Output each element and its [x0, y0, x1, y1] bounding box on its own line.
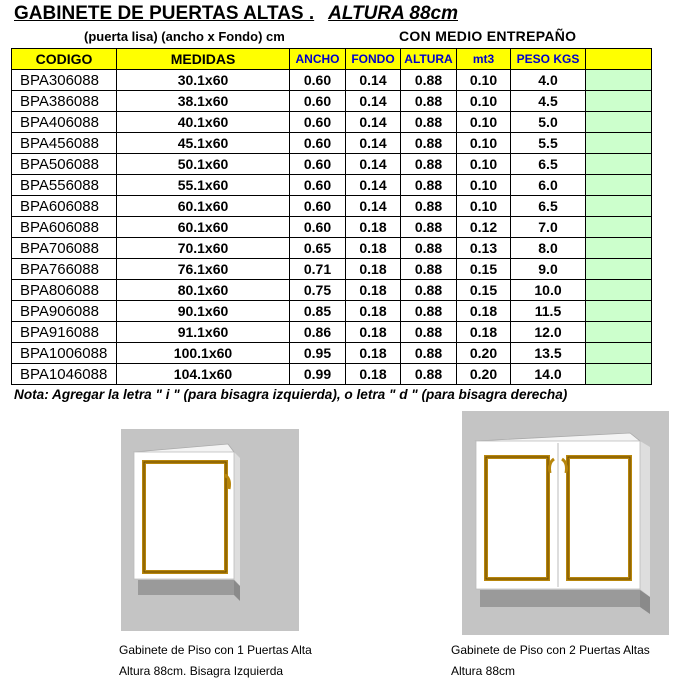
cell-extra [586, 259, 652, 280]
cell-altura: 0.88 [401, 259, 457, 280]
cell-peso: 10.0 [511, 280, 586, 301]
cell-medidas: 76.1x60 [117, 259, 290, 280]
cell-medidas: 104.1x60 [117, 364, 290, 385]
cell-ancho: 0.99 [290, 364, 346, 385]
cell-extra [586, 364, 652, 385]
cell-extra [586, 91, 652, 112]
cell-peso: 9.0 [511, 259, 586, 280]
cell-ancho: 0.86 [290, 322, 346, 343]
table-row [12, 154, 652, 175]
header-fondo: FONDO [346, 49, 401, 70]
cell-mt3: 0.10 [457, 91, 511, 112]
table-row [12, 280, 652, 301]
cell-altura: 0.88 [401, 238, 457, 259]
cell-mt3: 0.10 [457, 154, 511, 175]
cell-codigo: BPA606088 [12, 196, 117, 217]
cell-medidas: 60.1x60 [117, 196, 290, 217]
cell-extra [586, 154, 652, 175]
title-altura: ALTURA 88cm [328, 3, 458, 24]
cell-peso: 5.0 [511, 112, 586, 133]
cell-extra [586, 217, 652, 238]
cell-peso: 13.5 [511, 343, 586, 364]
cell-ancho: 0.65 [290, 238, 346, 259]
header-mt3: mt3 [457, 49, 511, 70]
cell-mt3: 0.15 [457, 259, 511, 280]
cell-peso: 6.5 [511, 154, 586, 175]
cell-mt3: 0.15 [457, 280, 511, 301]
table-row [12, 196, 652, 217]
cell-altura: 0.88 [401, 280, 457, 301]
cell-codigo: BPA306088 [12, 70, 117, 91]
single-door-cabinet-image [121, 429, 299, 631]
cell-peso: 7.0 [511, 217, 586, 238]
cell-ancho: 0.60 [290, 217, 346, 238]
table-row [12, 112, 652, 133]
cell-extra [586, 301, 652, 322]
cell-medidas: 55.1x60 [117, 175, 290, 196]
cell-fondo: 0.18 [346, 343, 401, 364]
cell-extra [586, 133, 652, 154]
header-extra [586, 49, 652, 70]
header-medidas: MEDIDAS [117, 49, 290, 70]
cell-codigo: BPA506088 [12, 154, 117, 175]
single-door-cabinet-render [121, 429, 299, 631]
cell-peso: 14.0 [511, 364, 586, 385]
header-peso: PESO KGS [511, 49, 586, 70]
cell-ancho: 0.60 [290, 154, 346, 175]
cell-altura: 0.88 [401, 343, 457, 364]
cell-fondo: 0.14 [346, 196, 401, 217]
table-row [12, 175, 652, 196]
cell-altura: 0.88 [401, 70, 457, 91]
cell-fondo: 0.14 [346, 154, 401, 175]
cell-extra [586, 112, 652, 133]
cell-altura: 0.88 [401, 196, 457, 217]
double-door-cabinet-image [462, 411, 669, 635]
header-ancho: ANCHO [290, 49, 346, 70]
cell-peso: 12.0 [511, 322, 586, 343]
cell-altura: 0.88 [401, 322, 457, 343]
table-row [12, 322, 652, 343]
cell-fondo: 0.18 [346, 280, 401, 301]
cell-fondo: 0.18 [346, 301, 401, 322]
cell-mt3: 0.20 [457, 343, 511, 364]
cell-fondo: 0.18 [346, 322, 401, 343]
cell-ancho: 0.95 [290, 343, 346, 364]
cell-ancho: 0.60 [290, 133, 346, 154]
cell-mt3: 0.10 [457, 70, 511, 91]
cell-medidas: 80.1x60 [117, 280, 290, 301]
cell-medidas: 50.1x60 [117, 154, 290, 175]
cell-ancho: 0.75 [290, 280, 346, 301]
header-codigo: CODIGO [12, 49, 117, 70]
cell-altura: 0.88 [401, 154, 457, 175]
cell-altura: 0.88 [401, 301, 457, 322]
cell-fondo: 0.18 [346, 259, 401, 280]
cell-altura: 0.88 [401, 112, 457, 133]
cell-mt3: 0.10 [457, 133, 511, 154]
table-row [12, 364, 652, 385]
cell-codigo: BPA706088 [12, 238, 117, 259]
cell-fondo: 0.14 [346, 133, 401, 154]
table-row [12, 91, 652, 112]
caption-right-line-2: Altura 88cm [451, 664, 516, 678]
cell-altura: 0.88 [401, 364, 457, 385]
cell-extra [586, 238, 652, 259]
cell-mt3: 0.10 [457, 196, 511, 217]
cell-fondo: 0.18 [346, 217, 401, 238]
cell-ancho: 0.60 [290, 196, 346, 217]
cell-medidas: 30.1x60 [117, 70, 290, 91]
cell-medidas: 70.1x60 [117, 238, 290, 259]
cell-extra [586, 322, 652, 343]
cell-peso: 5.5 [511, 133, 586, 154]
cell-mt3: 0.10 [457, 175, 511, 196]
cell-ancho: 0.71 [290, 259, 346, 280]
cell-peso: 4.5 [511, 91, 586, 112]
cell-medidas: 100.1x60 [117, 343, 290, 364]
table-row [12, 343, 652, 364]
cell-mt3: 0.20 [457, 364, 511, 385]
cell-mt3: 0.18 [457, 322, 511, 343]
cell-peso: 6.0 [511, 175, 586, 196]
cell-altura: 0.88 [401, 91, 457, 112]
cell-extra [586, 280, 652, 301]
cell-fondo: 0.14 [346, 175, 401, 196]
note-text: Nota: Agregar la letra " i " (para bisagra izquierda), o letra " d " (para bisagra derecha) [14, 387, 568, 402]
cell-codigo: BPA766088 [12, 259, 117, 280]
cell-medidas: 40.1x60 [117, 112, 290, 133]
cell-ancho: 0.85 [290, 301, 346, 322]
cell-extra [586, 175, 652, 196]
cell-codigo: BPA906088 [12, 301, 117, 322]
cell-medidas: 91.1x60 [117, 322, 290, 343]
table-row [12, 217, 652, 238]
cell-codigo: BPA406088 [12, 112, 117, 133]
cell-medidas: 60.1x60 [117, 217, 290, 238]
caption-right [451, 640, 650, 682]
cell-medidas: 45.1x60 [117, 133, 290, 154]
cell-peso: 11.5 [511, 301, 586, 322]
caption-left-line-2: Altura 88cm. Bisagra Izquierda [119, 664, 284, 678]
cell-codigo: BPA916088 [12, 322, 117, 343]
cell-peso: 4.0 [511, 70, 586, 91]
table-row [12, 70, 652, 91]
cell-ancho: 0.60 [290, 112, 346, 133]
cell-extra [586, 196, 652, 217]
cell-mt3: 0.10 [457, 112, 511, 133]
cell-codigo: BPA606088 [12, 217, 117, 238]
price-table [11, 48, 652, 385]
cell-medidas: 38.1x60 [117, 91, 290, 112]
double-door-cabinet-render [462, 411, 669, 635]
cell-codigo: BPA556088 [12, 175, 117, 196]
cell-mt3: 0.13 [457, 238, 511, 259]
cell-altura: 0.88 [401, 175, 457, 196]
cell-fondo: 0.18 [346, 238, 401, 259]
cell-extra [586, 70, 652, 91]
table-row [12, 238, 652, 259]
table-row [12, 259, 652, 280]
cell-fondo: 0.18 [346, 364, 401, 385]
cell-ancho: 0.60 [290, 91, 346, 112]
cell-fondo: 0.14 [346, 70, 401, 91]
cell-altura: 0.88 [401, 133, 457, 154]
cell-mt3: 0.18 [457, 301, 511, 322]
cell-peso: 6.5 [511, 196, 586, 217]
cell-fondo: 0.14 [346, 112, 401, 133]
cell-mt3: 0.12 [457, 217, 511, 238]
title-main: GABINETE DE PUERTAS ALTAS . [14, 3, 315, 24]
cell-peso: 8.0 [511, 238, 586, 259]
caption-left [119, 640, 312, 682]
cell-codigo: BPA806088 [12, 280, 117, 301]
cell-ancho: 0.60 [290, 175, 346, 196]
header-altura: ALTURA [401, 49, 457, 70]
cell-medidas: 90.1x60 [117, 301, 290, 322]
cell-altura: 0.88 [401, 217, 457, 238]
page-title [14, 3, 458, 25]
caption-right-line-1: Gabinete de Piso con 2 Puertas Altas [451, 643, 650, 657]
subtitle-dimensions: (puerta lisa) (ancho x Fondo) cm [84, 29, 285, 44]
cell-codigo: BPA1046088 [12, 364, 117, 385]
table-row [12, 133, 652, 154]
cell-codigo: BPA1006088 [12, 343, 117, 364]
subtitle-shelf: CON MEDIO ENTREPAÑO [399, 28, 577, 44]
caption-left-line-1: Gabinete de Piso con 1 Puertas Alta [119, 643, 312, 657]
cell-codigo: BPA456088 [12, 133, 117, 154]
cell-ancho: 0.60 [290, 70, 346, 91]
table-row [12, 301, 652, 322]
cell-codigo: BPA386088 [12, 91, 117, 112]
table-header-row [12, 49, 652, 70]
cell-fondo: 0.14 [346, 91, 401, 112]
cell-extra [586, 343, 652, 364]
